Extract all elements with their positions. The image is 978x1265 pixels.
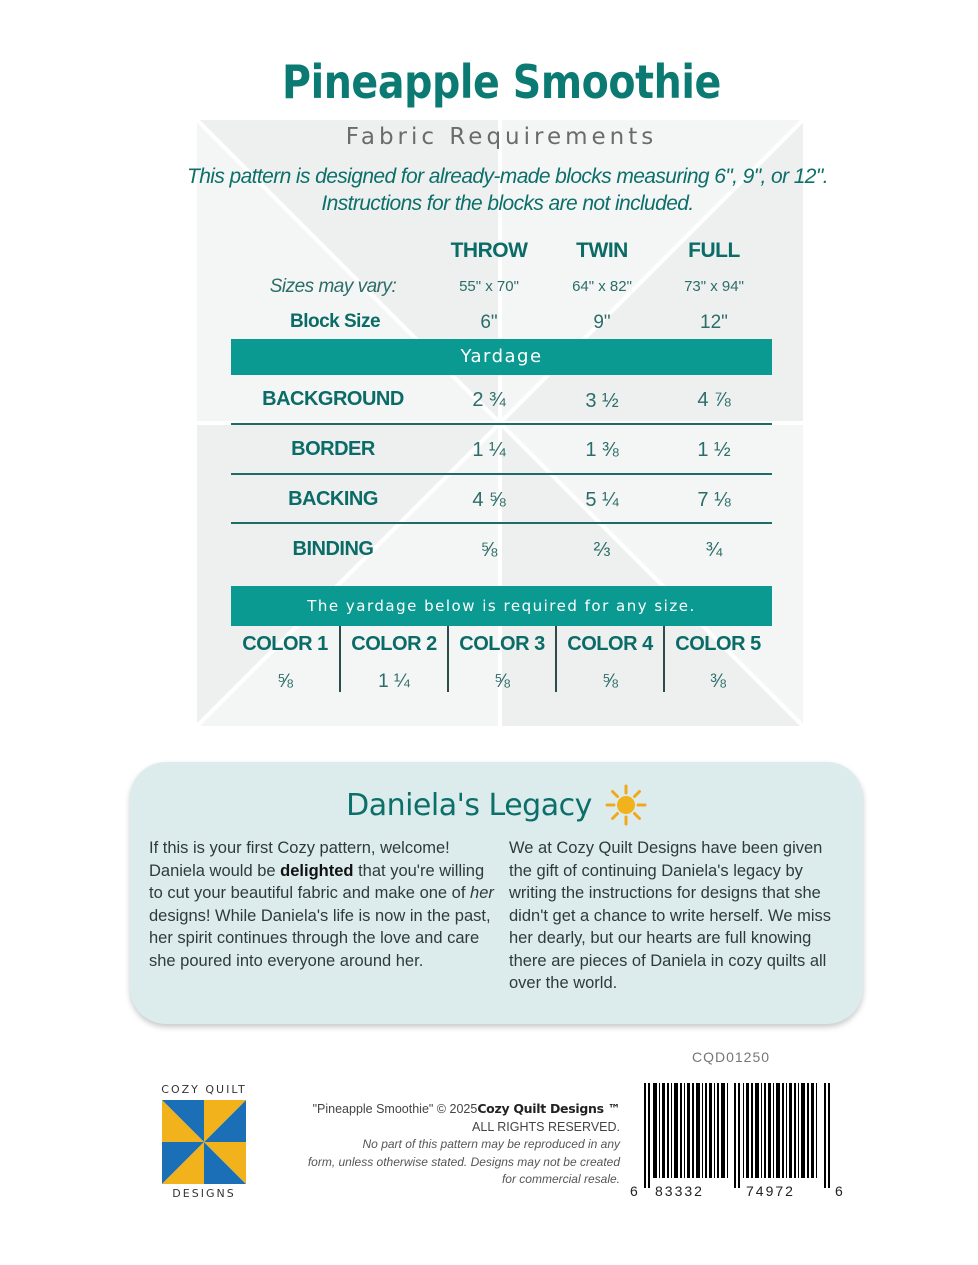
fine-print-2: form, unless otherwise stated. Designs may not be created [307, 1154, 620, 1169]
size-header-twin: TWIN [576, 239, 628, 262]
yardage-value: 5 ¼ [585, 489, 619, 511]
page-title: Pineapple Smoothie [282, 55, 721, 109]
copyright-line [260, 1100, 620, 1119]
size-dimension-twin: 64" x 82" [572, 278, 632, 295]
barcode-digit-lead: 6 [630, 1183, 640, 1199]
copyright-prefix: "Pineapple Smoothie" © 2025 [312, 1102, 478, 1116]
color-label: COLOR 1 [242, 633, 328, 655]
yardage-value: 7 ⅛ [697, 489, 731, 511]
color-column-2 [339, 626, 447, 692]
color-column-5 [663, 626, 771, 692]
logo-text-top: COZY QUILT [161, 1083, 247, 1096]
color-column-4 [555, 626, 663, 692]
pinwheel-logo-icon [162, 1100, 246, 1184]
yardage-value: ¾ [705, 539, 723, 561]
yardage-row-label: BORDER [291, 438, 375, 460]
intro-line-2: Instructions for the blocks are not included. [321, 192, 694, 215]
yardage-value: 4 ⅞ [697, 389, 731, 411]
block-size-throw: 6" [480, 312, 498, 333]
color-label: COLOR 3 [459, 633, 545, 655]
cozy-quilt-logo [160, 1083, 248, 1201]
sizes-may-vary-label: Sizes may vary: [269, 276, 397, 297]
color-value: ⅝ [277, 671, 293, 692]
yardage-value: ⅔ [593, 539, 611, 561]
color-value: ⅝ [602, 671, 618, 692]
legacy-title: Daniela's Legacy [346, 787, 592, 823]
row-divider [231, 473, 772, 475]
intro-text [150, 163, 865, 217]
color-column-1 [231, 626, 339, 692]
size-header-throw: THROW [450, 239, 528, 262]
barcode-image [628, 1083, 850, 1188]
row-divider [231, 423, 772, 425]
yardage-header: Yardage [231, 339, 772, 375]
yardage-value: 1 ½ [697, 439, 731, 461]
fine-print-3: for commercial resale. [501, 1172, 620, 1186]
rights-reserved: ALL RIGHTS RESERVED. [472, 1119, 620, 1134]
yardage-value: 4 ⅝ [472, 489, 506, 511]
yardage-value: 3 ½ [585, 390, 619, 412]
color-value: ⅝ [494, 671, 510, 692]
yardage-row-label: BACKING [288, 488, 378, 510]
barcode-digits-left: 83332 [655, 1183, 704, 1199]
legacy-left-paragraph [149, 837, 494, 972]
yardage-value: 2 ¾ [472, 389, 506, 411]
color-label: COLOR 2 [351, 633, 437, 655]
block-size-label: Block Size [289, 311, 381, 332]
color-value: ⅜ [710, 671, 726, 692]
size-dimension-full: 73" x 94" [684, 278, 744, 295]
block-size-twin: 9" [593, 312, 611, 333]
sun-icon [605, 784, 647, 826]
size-dimension-throw: 55" x 70" [459, 278, 519, 295]
legacy-right-paragraph: We at Cozy Quilt Designs have been given the gift of continuing Daniela's legacy by writing the instructions for designs that she didn't get a chance to write herself. We miss her dearly, but our hearts are full knowing there are pieces of Daniela in cozy quilts all over the world. [509, 839, 831, 992]
legacy-left-italic: her [470, 884, 494, 902]
intro-line-1: This pattern is designed for already-made blocks measuring 6", 9", or 12". [187, 165, 828, 188]
barcode-digit-check: 6 [835, 1183, 845, 1199]
color-label: COLOR 4 [567, 633, 653, 655]
legacy-left-bold: delighted [280, 861, 354, 880]
yardage-row-label: BACKGROUND [262, 388, 404, 410]
legacy-panel [130, 762, 863, 1024]
legacy-left-text-a: If this is your first Cozy pattern, welcome! Daniela would be [149, 839, 450, 880]
copyright-block [260, 1100, 620, 1189]
row-divider [231, 522, 772, 524]
color-value: 1 ¼ [378, 671, 410, 692]
legacy-left-text-c: designs! While Daniela's life is now in the past, her spirit continues through the love and care she poured into everyone around her. [149, 906, 491, 970]
yardage-value: 1 ¼ [472, 439, 506, 461]
barcode-digits-right: 74972 [746, 1183, 795, 1199]
yardage-value: ⅝ [480, 539, 498, 561]
size-header-full: FULL [688, 239, 740, 262]
yardage-value: 1 ⅜ [585, 439, 619, 461]
legacy-left-text-b: that you're willing to cut your beautiful fabric and make one of [149, 861, 485, 902]
logo-text-bottom: DESIGNS [172, 1187, 236, 1200]
color-column-3 [447, 626, 555, 692]
page-subtitle: Fabric Requirements [345, 124, 658, 150]
fine-print-1: No part of this pattern may be reproduced in any [362, 1137, 620, 1151]
block-size-full: 12" [700, 312, 728, 333]
yardage-row-label: BINDING [292, 538, 374, 560]
color-label: COLOR 5 [675, 633, 761, 655]
brand-name: Cozy Quilt Designs ™ [477, 1101, 620, 1116]
product-code: CQD01250 [692, 1049, 771, 1065]
legacy-title-row [130, 784, 863, 826]
any-size-header: The yardage below is required for any size. [231, 586, 772, 626]
